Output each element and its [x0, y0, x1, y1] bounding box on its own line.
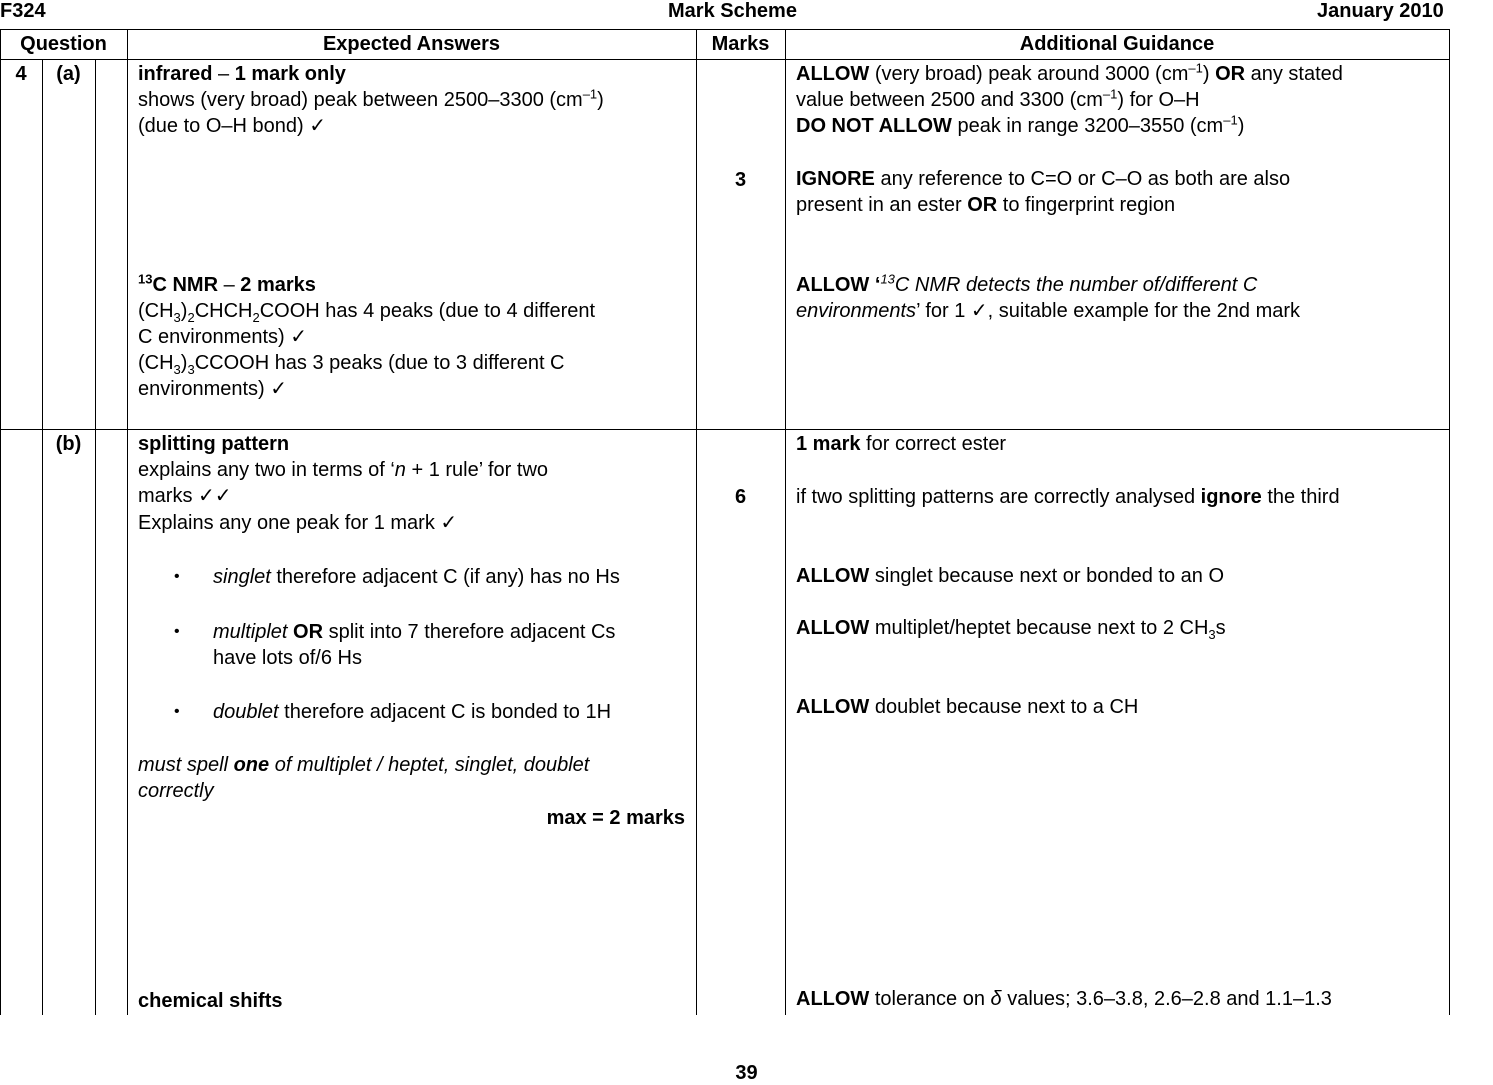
- guidance-b-line-3: ALLOW singlet because next or bonded to an O: [796, 565, 1224, 587]
- column-divider: [127, 29, 128, 1015]
- guidance-a-line-1: ALLOW (very broad) peak around 3000 $(cm^{-1})$ OR any stated: [796, 60, 1343, 85]
- column-header-question: Question: [20, 33, 107, 55]
- splitting-line-2: marks ✓✓: [138, 485, 232, 507]
- table-border-left: [0, 29, 1, 1015]
- page-number: 39: [735, 1062, 758, 1084]
- nmr-line-3: $(CH_3)_3CCOOH$ has 3 peaks (due to 3 different C: [138, 352, 565, 377]
- marks-a: 3: [734, 169, 747, 191]
- guidance-b-line-4: ALLOW multiplet/heptet because next to 2 $CH_3s$: [796, 617, 1226, 642]
- multiplet-line-1: multiplet OR split into 7 therefore adjacent Cs: [213, 621, 616, 643]
- bullet-multiplet: •: [174, 623, 180, 640]
- ir-line-1: shows (very broad) peak between 2500–3300 $(cm^{-1})$: [138, 86, 604, 111]
- question-number: 4: [15, 63, 27, 85]
- spelling-line-1: must spell one of multiplet / heptet, singlet, doublet: [138, 754, 590, 776]
- ir-line-2: (due to O–H bond) ✓: [138, 115, 326, 137]
- doublet-line: doublet therefore adjacent C is bonded to 1H: [213, 701, 612, 723]
- guidance-b-line-2: if two splitting patterns are correctly analysed ignore the third: [796, 486, 1340, 508]
- multiplet-line-2: have lots of/6 Hs: [213, 647, 362, 669]
- spelling-line-2: correctly: [138, 780, 214, 802]
- nmr-heading: $^{13}$C NMR – 2 marks: [138, 271, 316, 296]
- question-part-b: (b): [55, 433, 82, 455]
- guidance-a-line-6: ALLOW ‘$^{13}$C NMR detects the number of/different C: [796, 271, 1258, 296]
- table-border-right: [1449, 29, 1450, 1015]
- max-marks: max = 2 marks: [546, 807, 685, 829]
- singlet-line: singlet therefore adjacent C (if any) has no Hs: [213, 566, 620, 588]
- bullet-singlet: •: [174, 568, 180, 585]
- column-divider: [95, 59, 96, 1015]
- splitting-line-3: Explains any one peak for 1 mark ✓: [138, 512, 458, 534]
- guidance-a-line-5: present in an ester OR to fingerprint region: [796, 194, 1176, 216]
- table-border-top: [0, 29, 1449, 30]
- guidance-b-line-1: 1 mark for correct ester: [796, 433, 1007, 455]
- document-code: F324: [0, 0, 46, 22]
- column-header-expected-answers: Expected Answers: [322, 33, 501, 55]
- header-divider: [0, 59, 1449, 60]
- guidance-a-line-7: environments’ for 1 ✓, suitable example for the 2nd mark: [796, 300, 1301, 322]
- nmr-line-2: C environments) ✓: [138, 326, 308, 348]
- guidance-a-line-4: IGNORE any reference to C=O or C–O as both are also: [796, 168, 1291, 190]
- ir-heading: infrared – 1 mark only: [138, 63, 346, 85]
- document-title: Mark Scheme: [668, 0, 797, 22]
- column-divider: [785, 29, 786, 1015]
- guidance-a-line-3: DO NOT ALLOW peak in range 3200–3550 $(cm^{-1})$: [796, 112, 1245, 137]
- splitting-line-1: explains any two in terms of ‘n + 1 rule’ for two: [138, 459, 549, 481]
- mark-scheme-table: [0, 29, 1449, 1015]
- column-header-additional-guidance: Additional Guidance: [1019, 33, 1215, 55]
- marks-b: 6: [734, 486, 747, 508]
- chemical-shifts-heading: chemical shifts: [138, 990, 283, 1012]
- nmr-line-4: environments) ✓: [138, 378, 288, 400]
- nmr-line-1: $(CH_3)_2CHCH_2COOH$ has 4 peaks (due to 4 different: [138, 300, 596, 325]
- column-divider: [42, 59, 43, 1015]
- bullet-doublet: •: [174, 703, 180, 720]
- row-divider: [0, 429, 1449, 430]
- guidance-b-line-6: ALLOW tolerance on δ values; 3.6–3.8, 2.6–2.8 and 1.1–1.3: [796, 988, 1332, 1010]
- document-date: January 2010: [1317, 0, 1444, 22]
- column-header-marks: Marks: [711, 33, 770, 55]
- guidance-a-line-2: value between 2500 and 3300 $(cm^{-1})$ for O–H: [796, 86, 1200, 111]
- guidance-b-line-5: ALLOW doublet because next to a CH: [796, 696, 1139, 718]
- question-part-a: (a): [56, 63, 81, 85]
- splitting-pattern-heading: splitting pattern: [138, 433, 290, 455]
